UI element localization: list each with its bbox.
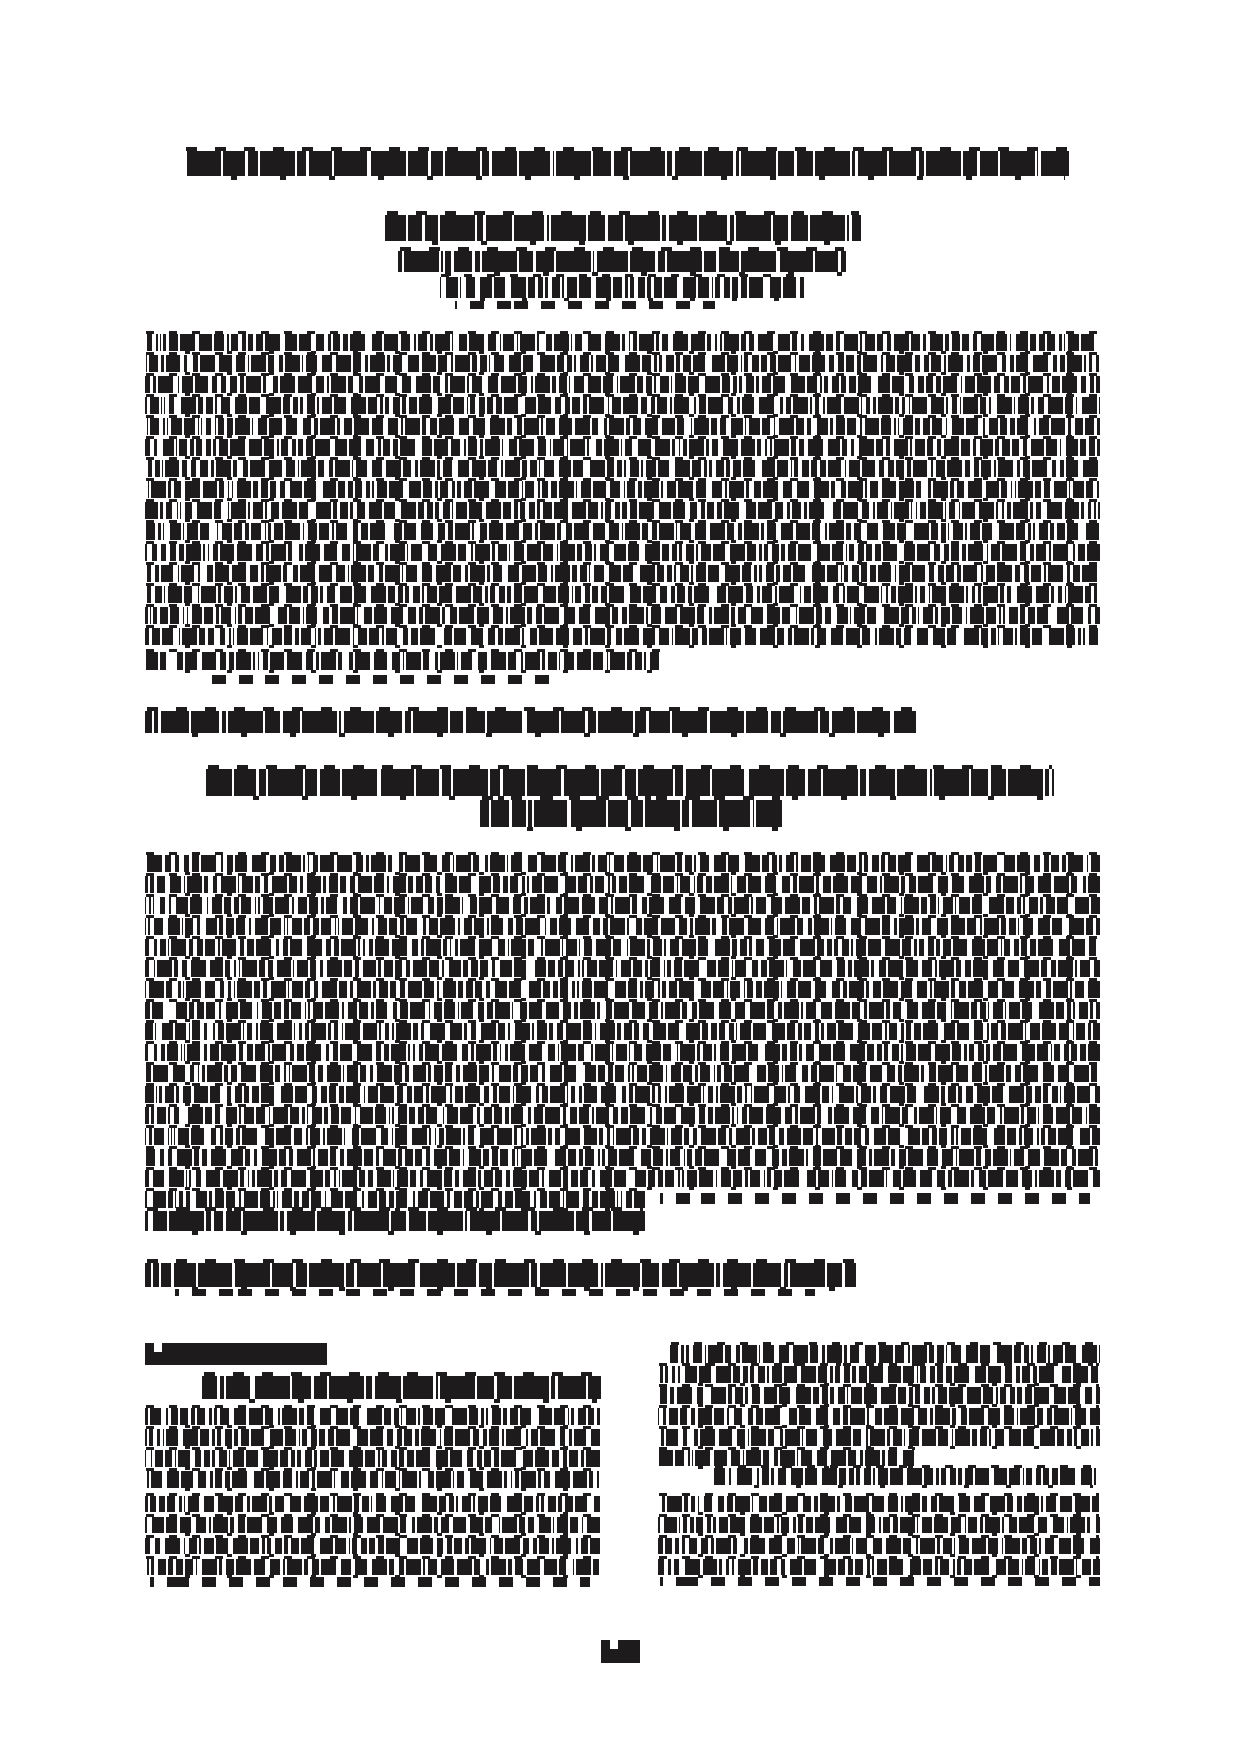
body-paragraph-line <box>145 1128 1100 1145</box>
body-paragraph-line <box>145 1044 1100 1061</box>
abstract-paragraph-line <box>145 397 1100 414</box>
page-number <box>601 1640 640 1663</box>
abstract-paragraph-line <box>145 607 1100 624</box>
body-paragraph-line <box>145 1023 1100 1040</box>
right-column-indented-line <box>714 1468 1096 1485</box>
abstract-note-line <box>200 675 550 684</box>
article-title-line-2 <box>398 251 846 272</box>
right-column-paragraph-2-line <box>658 1429 1100 1446</box>
body-paragraph-split-left <box>145 1191 645 1208</box>
body-paragraph-line <box>145 1107 1100 1124</box>
right-column-paragraph-1-line <box>658 1387 1100 1404</box>
right-column-paragraph-3-line <box>658 1496 1100 1512</box>
left-column-paragraph-1-line <box>145 1408 600 1425</box>
abstract-paragraph-line <box>145 460 1100 477</box>
body-paragraph-line <box>145 876 1100 893</box>
left-column-paragraph-1-line <box>145 1471 600 1488</box>
left-column-paragraph-2-line <box>145 1559 600 1575</box>
abstract-paragraph-line <box>145 418 1100 435</box>
abstract-last-line <box>145 652 663 670</box>
abstract-paragraph-line <box>145 481 1100 498</box>
abstract-paragraph-line <box>145 565 1100 582</box>
left-column-paragraph-2-line <box>145 1517 600 1533</box>
right-column-paragraph-2-line <box>658 1408 1100 1425</box>
body-paragraph-line <box>145 939 1100 956</box>
body-paragraph-line <box>145 897 1100 914</box>
right-column-paragraph-3-line <box>658 1538 1100 1554</box>
abstract-paragraph-line <box>145 355 1100 372</box>
reproduction-note-line <box>145 1263 856 1287</box>
left-column-paragraph-1-line <box>145 1450 600 1467</box>
body-paragraph-line <box>145 1170 1100 1187</box>
abstract-paragraph-line <box>145 334 1100 351</box>
body-paragraph-line <box>145 918 1100 935</box>
left-column-heading <box>145 1343 327 1365</box>
section-title-line-1 <box>206 769 1054 796</box>
article-title-descenders <box>455 301 715 309</box>
article-title-line-1 <box>385 215 861 241</box>
left-column-paragraph-2-line <box>145 1496 600 1512</box>
left-column-subheading <box>202 1376 601 1399</box>
body-paragraph-line <box>145 1086 1100 1103</box>
body-paragraph-line <box>145 1149 1100 1166</box>
reproduction-note-descenders <box>175 1289 815 1296</box>
right-column-paragraph-3-line <box>658 1559 1100 1575</box>
right-column-line-1 <box>670 1345 1100 1363</box>
abstract-paragraph-line <box>145 523 1100 540</box>
abstract-paragraph-line <box>145 628 1100 645</box>
right-column-descenders <box>660 1577 1100 1586</box>
right-column-paragraph-3-line <box>658 1517 1100 1533</box>
left-column-paragraph-1-line <box>145 1429 600 1446</box>
abstract-paragraph-line <box>145 376 1100 393</box>
body-paragraph-line <box>145 855 1100 872</box>
journal-header-line <box>184 151 1069 176</box>
left-column-descenders <box>150 1577 590 1587</box>
citation-line <box>145 711 916 733</box>
left-column-paragraph-2-line <box>145 1538 600 1554</box>
body-paragraph-split-right <box>660 1193 1090 1204</box>
body-paragraph-line <box>145 1002 1100 1019</box>
abstract-paragraph-line <box>145 439 1100 456</box>
body-paragraph-line <box>145 1065 1100 1082</box>
right-column-short-line <box>658 1450 916 1466</box>
article-title-line-3 <box>440 277 804 298</box>
abstract-paragraph-line <box>145 544 1100 561</box>
right-column-paragraph-1-line <box>658 1366 1100 1383</box>
section-title-line-2 <box>480 800 782 827</box>
abstract-paragraph-line <box>145 502 1100 519</box>
body-paragraph-line <box>145 960 1100 977</box>
body-paragraph-last-line <box>145 1211 645 1231</box>
body-paragraph-line <box>145 981 1100 998</box>
abstract-paragraph-line <box>145 586 1100 603</box>
